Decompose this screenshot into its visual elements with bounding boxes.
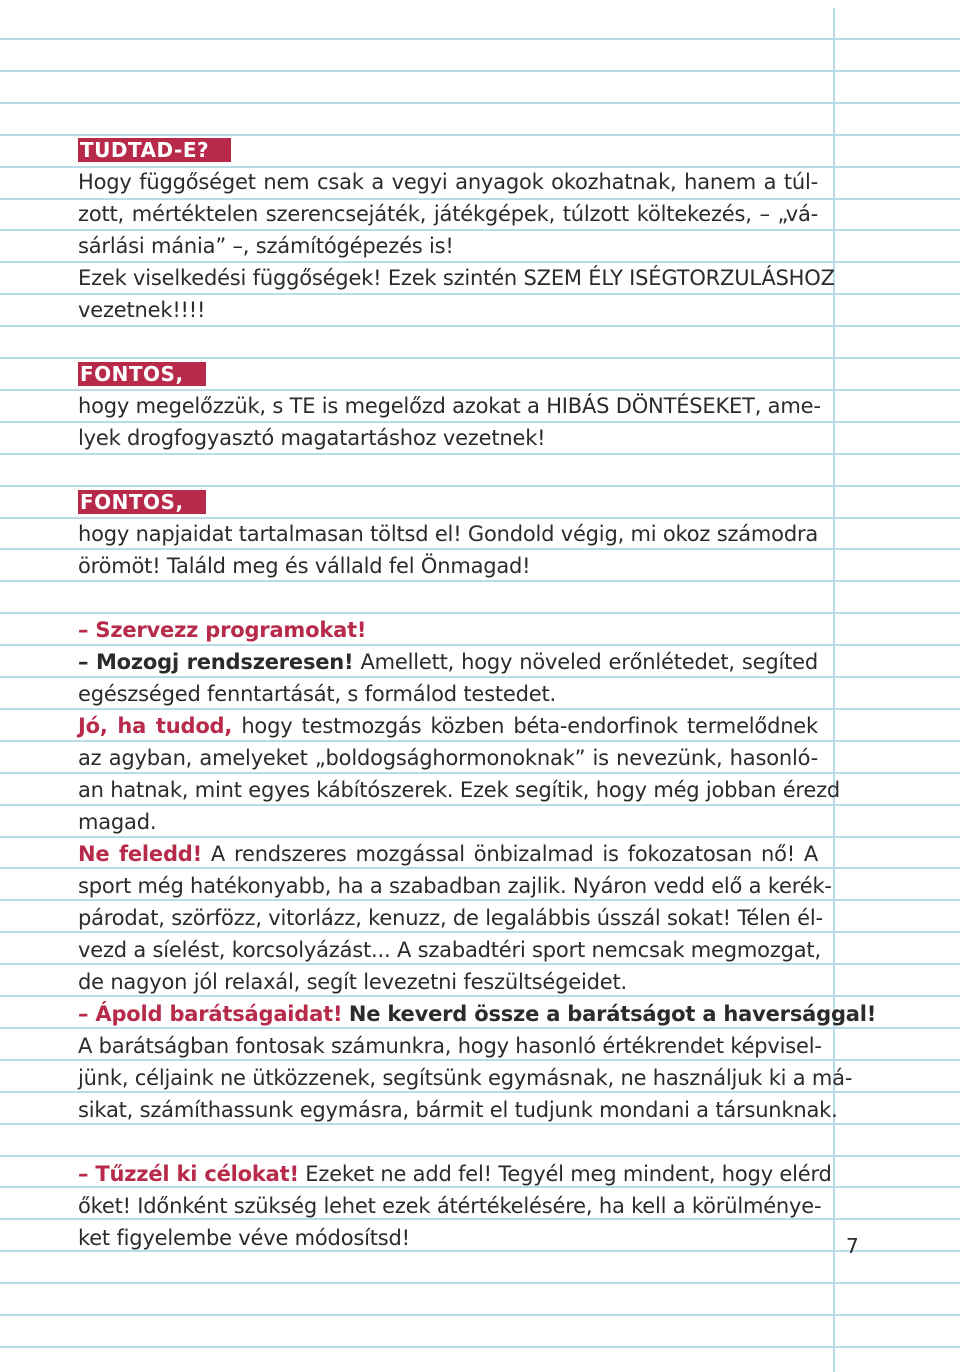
text-line: an hatnak, mint egyes kábítószerek. Ezek segítik, hogy még jobban érezd (78, 778, 841, 802)
text-line: hogy megelőzzük, s TE is megelőzd azokat a HIBÁS DÖNTÉSEKET, ame- (78, 394, 821, 418)
text-line: ket figyelembe véve módosítsd! (78, 1226, 410, 1250)
ne-feledd-label: Ne feledd! (78, 842, 203, 866)
fontos-heading-2 (78, 486, 818, 518)
text-line: párodat, szörfözz, vitorlázz, kenuzz, de legalábbis ússzál sokat! Télen él- (78, 906, 823, 930)
text-line: sikat, számíthassunk egymásra, bármit el tudjunk mondani a társunknak. (78, 1098, 838, 1122)
apold-label: – Ápold barátságaidat! (78, 1002, 343, 1026)
tuzzel-line (78, 1158, 832, 1190)
text-line: magad. (78, 810, 157, 834)
fontos-label: FONTOS, (78, 362, 206, 386)
text-segment: Ezeket ne add fel! Tegyél meg mindent, hogy elérd (298, 1162, 832, 1186)
szervezz-label: – Szervezz programokat! (78, 618, 367, 642)
mozogj-line (78, 646, 818, 678)
ne-keverd-label: Ne keverd össze a barátságot a haversággal! (348, 1002, 877, 1026)
apold-line (78, 998, 877, 1030)
tuzzel-label: – Tűzzél ki célokat! (78, 1162, 299, 1186)
szervezz-line (78, 614, 818, 646)
text-line: sport még hatékonyabb, ha a szabadban zajlik. Nyáron vedd elő a kerék- (78, 874, 832, 898)
jo-ha-tudod-line (78, 710, 818, 742)
text-segment: Amellett, hogy növeled erőnlétedet, segíted (353, 650, 818, 674)
text-line: lyek drogfogyasztó magatartáshoz vezetnek! (78, 426, 546, 450)
fontos-label: FONTOS, (78, 490, 206, 514)
ne-feledd-line (78, 838, 818, 870)
text-line: hogy napjaidat tartalmasan töltsd el! Gondold végig, mi okoz számodra (78, 522, 819, 546)
text-line: Hogy függőséget nem csak a vegyi anyagok okozhatnak, hanem a túl- (78, 170, 818, 194)
page-number: 7 (846, 1234, 859, 1258)
text-line: zott, mértéktelen szerencsejáték, játékgépek, túlzott költekezés, – „vá- (78, 202, 818, 226)
text-line: az agyban, amelyeket „boldogsághormonoknak” is nevezünk, hasonló- (78, 746, 818, 770)
text-line: de nagyon jól relaxál, segít levezetni feszültségeidet. (78, 970, 627, 994)
tudtad-label: TUDTAD-E? (78, 138, 231, 162)
mozogj-label: – Mozogj rendszeresen! (78, 650, 354, 674)
text-line: vezd a síelést, korcsolyázást... A szabadtéri sport nemcsak megmozgat, (78, 938, 821, 962)
text-line: örömöt! Találd meg és vállald fel Önmagad! (78, 554, 531, 578)
text-line: vezetnek!!!! (78, 298, 206, 322)
text-line: őket! Időnként szükség lehet ezek átértékelésére, ha kell a körülménye- (78, 1194, 822, 1218)
text-segment: hogy testmozgás közben béta-endorfinok termelődnek (232, 714, 818, 738)
jo-ha-tudod-label: Jó, ha tudod, (78, 714, 233, 738)
tudtad-heading (78, 134, 818, 166)
fontos-heading-1 (78, 358, 818, 390)
text-segment: A rendszeres mozgással önbizalmad is fokozatosan nő! A (202, 842, 819, 866)
text-line: egészséged fenntartását, s formálod testedet. (78, 682, 556, 706)
text-line: sárlási mánia” –, számítógépezés is! (78, 234, 454, 258)
text-line: Ezek viselkedési függőségek! Ezek szintén SZEM ÉLY ISÉGTORZULÁSHOZ (78, 266, 835, 290)
text-line: jünk, céljaink ne ütközzenek, segítsünk egymásnak, ne használjuk ki a má- (78, 1066, 853, 1090)
text-line: A barátságban fontosak számunkra, hogy hasonló értékrendet képvisel- (78, 1034, 822, 1058)
